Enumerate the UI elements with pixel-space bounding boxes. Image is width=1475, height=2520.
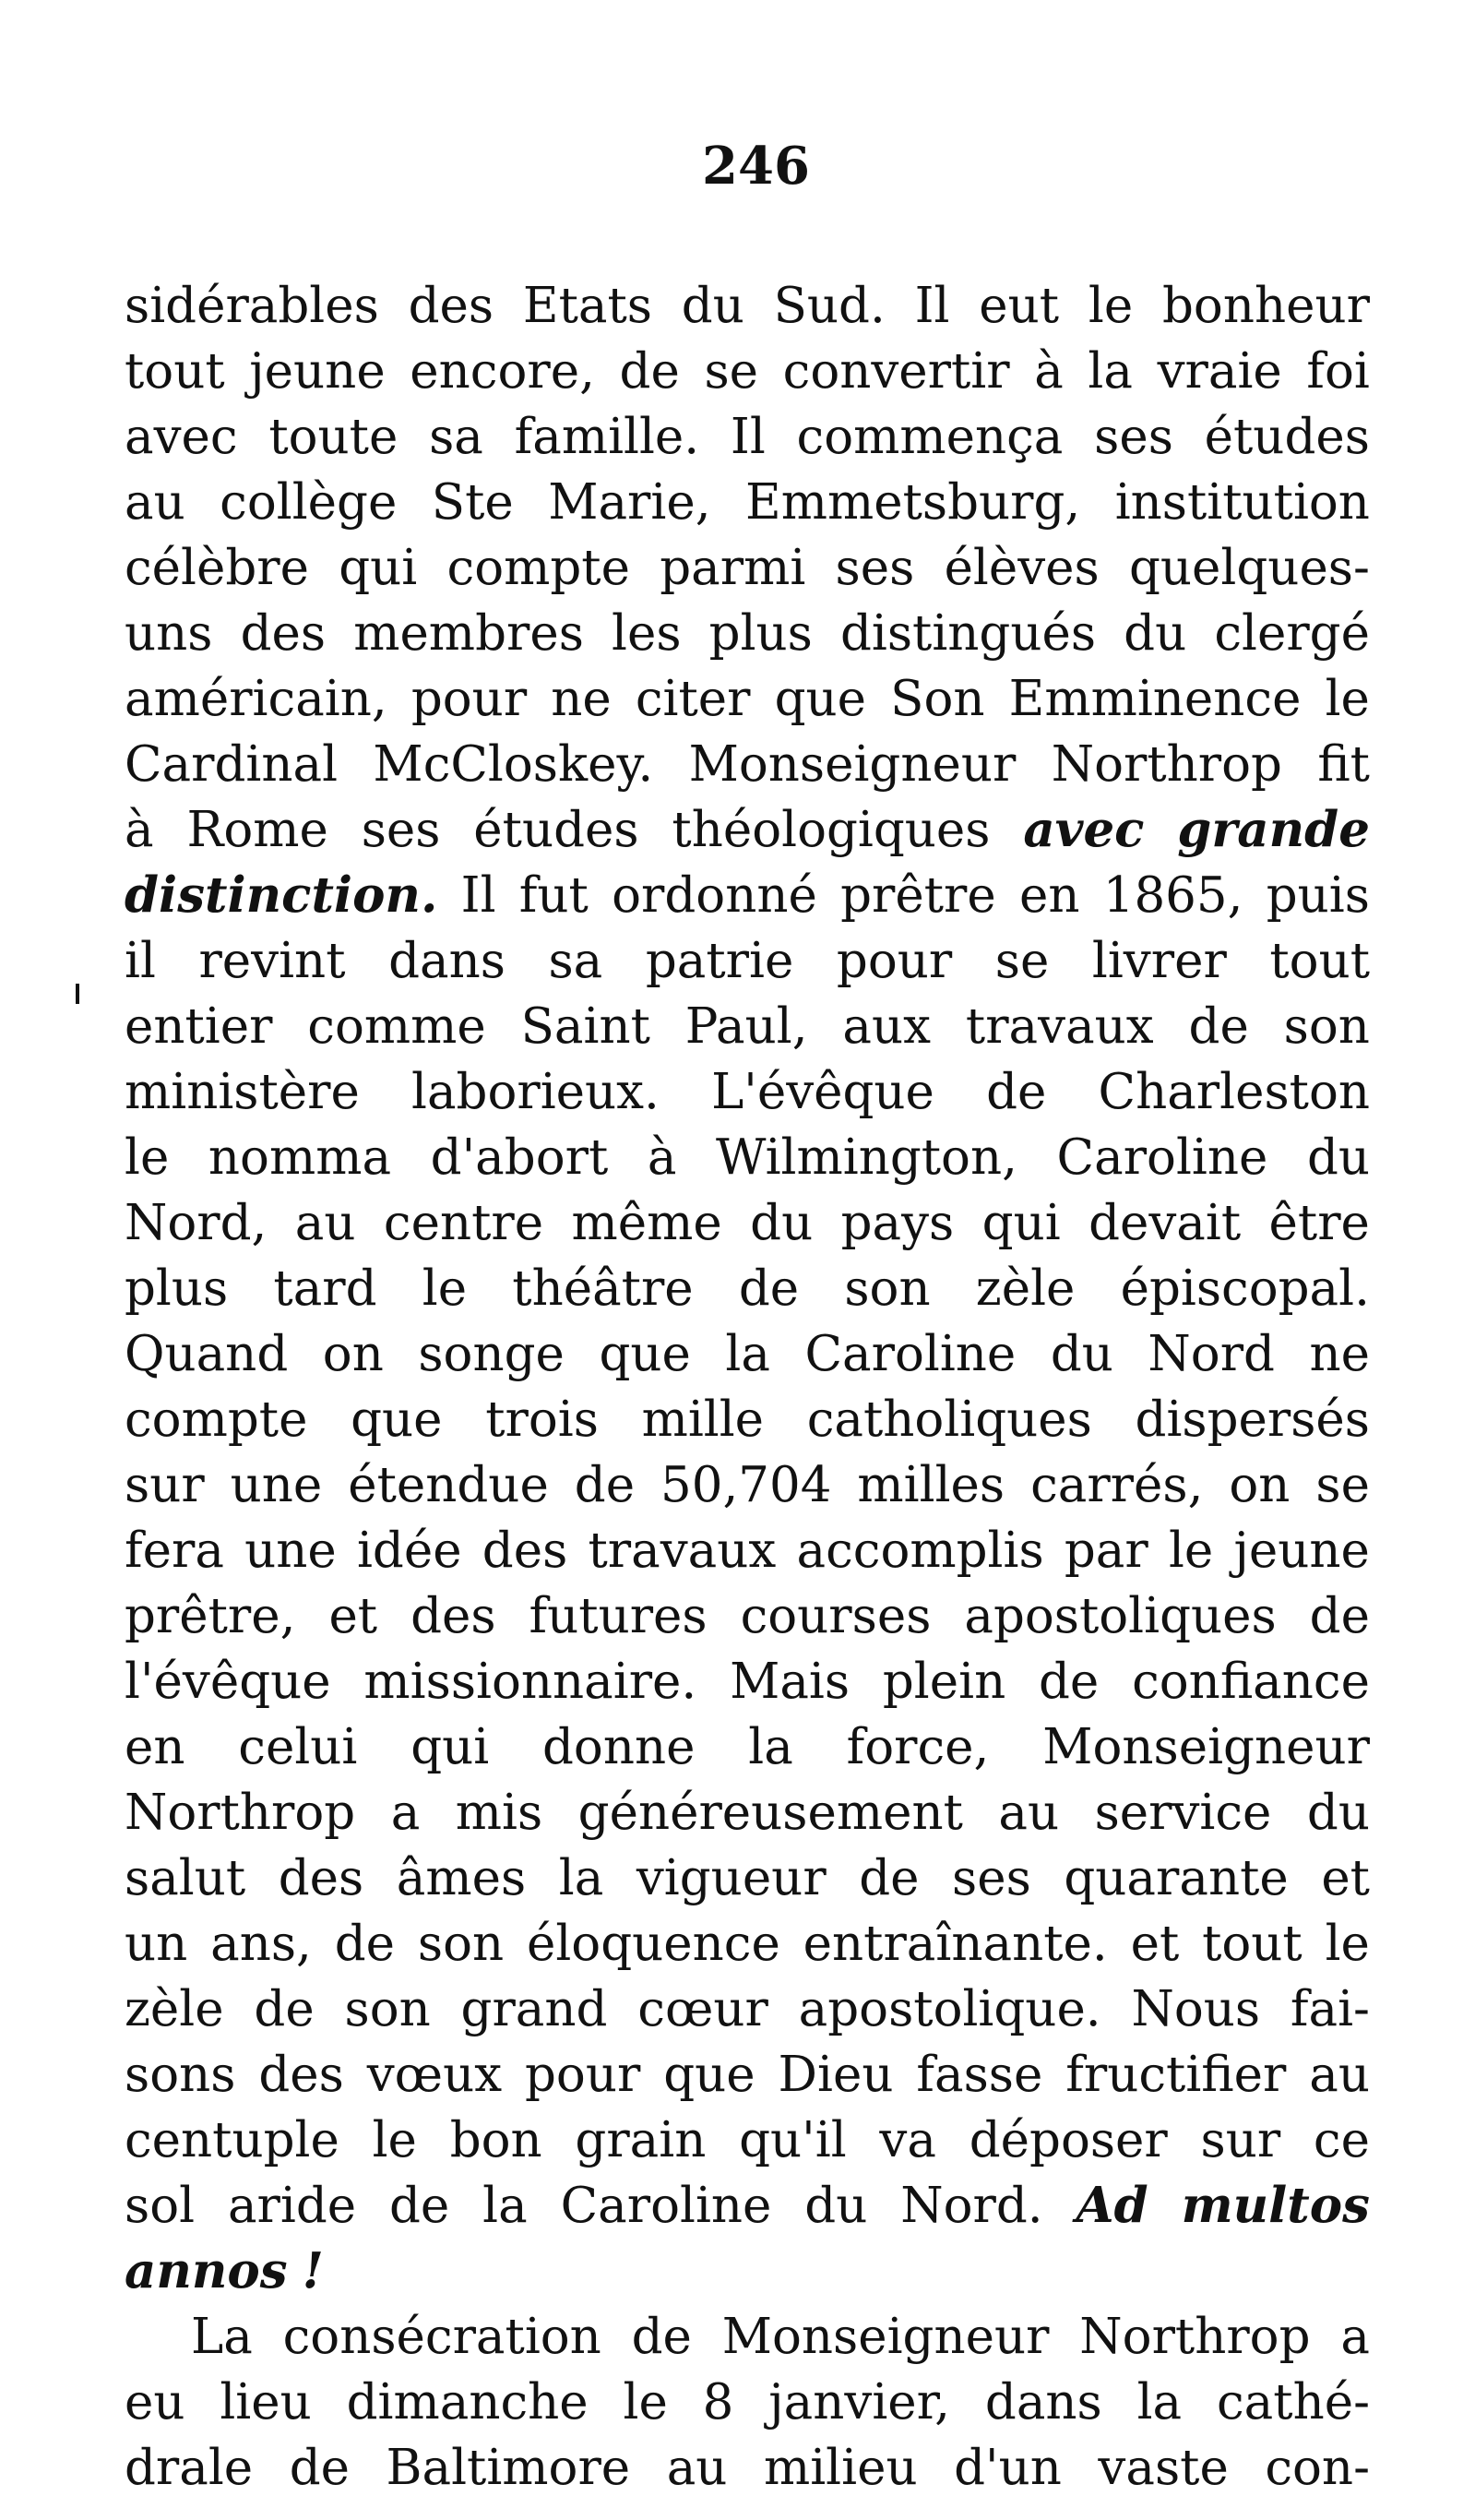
- word: jeune: [249, 343, 386, 400]
- word: le: [1168, 1523, 1214, 1579]
- text-line: [125, 2042, 1370, 2108]
- word: ce: [1313, 2112, 1370, 2168]
- word: par: [1064, 1523, 1148, 1579]
- word: fructifier: [1065, 2047, 1287, 2103]
- word: quelques-: [1129, 540, 1370, 596]
- word: à: [647, 1129, 677, 1186]
- word: que: [663, 2047, 755, 2103]
- word: revint: [198, 933, 346, 989]
- word: McCloskey.: [373, 736, 654, 793]
- word: compte: [125, 1391, 308, 1448]
- word: Monseigneur: [688, 736, 1017, 793]
- text-line: [125, 1714, 1370, 1780]
- word: puis: [1266, 867, 1370, 924]
- word: Sud.: [773, 278, 886, 334]
- word: convertir: [782, 343, 1010, 400]
- word: des: [482, 1523, 568, 1579]
- word: zèle: [975, 1260, 1076, 1317]
- word: Il: [460, 867, 496, 924]
- word: âmes: [396, 1850, 527, 1906]
- word: travaux: [588, 1523, 777, 1579]
- word: pour: [525, 2047, 641, 2103]
- word: la: [558, 1850, 604, 1906]
- word: épiscopal.: [1120, 1260, 1370, 1317]
- word: distingués: [839, 605, 1097, 662]
- word: donne: [542, 1719, 696, 1775]
- word: travaux: [965, 998, 1154, 1055]
- text-line: [125, 535, 1370, 601]
- word: de: [334, 1916, 396, 1972]
- word: au: [666, 2440, 728, 2496]
- text-line: [125, 1059, 1370, 1125]
- word: célèbre: [125, 540, 309, 596]
- word: celui: [238, 1719, 358, 1775]
- word: du: [1050, 1326, 1113, 1382]
- word: ses: [835, 540, 915, 596]
- word: le: [372, 2112, 417, 2168]
- body-text: [125, 273, 1370, 2501]
- word: vraie: [1157, 343, 1282, 400]
- text-line: [125, 1190, 1370, 1256]
- word: il: [125, 933, 156, 989]
- word: missionnaire.: [363, 1654, 697, 1710]
- word: compte: [446, 540, 630, 596]
- word: comme: [307, 998, 486, 1055]
- word: au: [125, 474, 185, 531]
- word: théologiques: [672, 802, 991, 858]
- word: Dieu: [778, 2047, 894, 2103]
- page-number: 246: [702, 136, 810, 197]
- word: pays: [840, 1195, 955, 1251]
- word: Quand: [125, 1326, 289, 1382]
- word: avec: [1023, 801, 1145, 858]
- word: janvier,: [768, 2374, 951, 2430]
- word: ans,: [210, 1916, 312, 1972]
- word: études: [473, 802, 639, 858]
- word: au: [998, 1785, 1060, 1841]
- word: clergé: [1214, 605, 1370, 662]
- word: Ste: [431, 474, 514, 531]
- word: une: [230, 1457, 323, 1513]
- word: du: [1124, 605, 1187, 662]
- word: du: [750, 1195, 814, 1251]
- word: idée: [356, 1523, 462, 1579]
- text-line: [125, 1583, 1370, 1649]
- word: de: [1309, 1588, 1370, 1644]
- word: avec: [125, 409, 238, 465]
- word: distinction.: [125, 866, 438, 924]
- word: de: [986, 1064, 1047, 1120]
- word: plus: [125, 1260, 229, 1317]
- word: d'abort: [430, 1129, 609, 1186]
- word: carrés,: [1030, 1457, 1204, 1513]
- word: Emminence: [1008, 671, 1302, 727]
- word: livrer: [1091, 933, 1227, 989]
- word: de: [574, 1457, 636, 1513]
- word: milles: [857, 1457, 1005, 1513]
- word: nomma: [208, 1129, 392, 1186]
- text-line: [125, 1911, 1370, 1977]
- word: confiance: [1132, 1654, 1370, 1710]
- word: centuple: [125, 2112, 339, 2168]
- word: fut: [518, 867, 589, 924]
- word: études: [1204, 409, 1370, 465]
- word: des: [410, 1588, 496, 1644]
- word: américain,: [125, 671, 387, 727]
- word: ses: [1094, 409, 1173, 465]
- word: trois: [485, 1391, 599, 1448]
- text-line: [125, 2239, 1370, 2304]
- word: apostoliques: [964, 1588, 1277, 1644]
- word: de: [1039, 1654, 1100, 1710]
- text-line: [125, 2435, 1370, 2501]
- text-line: [125, 1452, 1370, 1518]
- word: Caroline: [1056, 1129, 1268, 1186]
- word: le: [1325, 1916, 1370, 1972]
- word: et: [1130, 1916, 1180, 1972]
- word: collège: [220, 474, 398, 531]
- word: sa: [429, 409, 483, 465]
- text-line: [125, 2108, 1370, 2173]
- text-line: [125, 1256, 1370, 1321]
- word: le: [125, 1129, 170, 1186]
- word: a: [390, 1785, 421, 1841]
- word: patrie: [645, 933, 794, 989]
- word: quarante: [1064, 1850, 1289, 1906]
- word: accomplis: [796, 1523, 1044, 1579]
- word: entraînante.: [803, 1916, 1108, 1972]
- word: élèves: [944, 540, 1100, 596]
- text-line: [125, 666, 1370, 732]
- word: d'un: [954, 2440, 1062, 2496]
- word: Nord,: [125, 1195, 268, 1251]
- word: eu: [125, 2374, 185, 2430]
- word: Marie,: [548, 474, 711, 531]
- word: consécration: [282, 2309, 601, 2365]
- word: même: [571, 1195, 722, 1251]
- word: Northrop: [125, 1785, 356, 1841]
- word: La: [191, 2309, 253, 2365]
- word: L'évêque: [711, 1064, 934, 1120]
- word: aux: [842, 998, 932, 1055]
- word: son: [344, 1981, 431, 2037]
- word: de: [631, 2309, 692, 2365]
- word: Saint: [520, 998, 650, 1055]
- text-line: [125, 1649, 1370, 1714]
- word: laborieux.: [411, 1064, 660, 1120]
- word: et: [1321, 1850, 1370, 1906]
- word: des: [258, 2047, 344, 2103]
- word: centre: [383, 1195, 544, 1251]
- word: le: [623, 2374, 668, 2430]
- word: devait: [1088, 1195, 1242, 1251]
- word: à: [125, 802, 154, 858]
- word: bon: [449, 2112, 542, 2168]
- word: vigueur: [636, 1850, 827, 1906]
- word: du: [804, 2178, 868, 2234]
- word: futures: [529, 1588, 708, 1644]
- word: Rome: [186, 802, 328, 858]
- word: Etats: [522, 278, 652, 334]
- text-line: [125, 601, 1370, 666]
- word: Ad: [1076, 2177, 1148, 2234]
- word: pour: [410, 671, 528, 727]
- word: à: [1034, 343, 1064, 400]
- word: parmi: [660, 540, 806, 596]
- word: prêtre: [840, 867, 996, 924]
- word: service: [1094, 1785, 1272, 1841]
- word: vœux: [366, 2047, 503, 2103]
- word: on: [322, 1326, 384, 1382]
- text-line: [125, 1321, 1370, 1387]
- word: théâtre: [512, 1260, 694, 1317]
- word: force,: [846, 1719, 990, 1775]
- word: mis: [455, 1785, 543, 1841]
- word: fai-: [1290, 1981, 1370, 2037]
- word: con-: [1265, 2440, 1370, 2496]
- word: la: [482, 2178, 528, 2234]
- word: une: [244, 1523, 337, 1579]
- word: des: [240, 605, 327, 662]
- word: mille: [641, 1391, 765, 1448]
- word: plus: [708, 605, 813, 662]
- word: catholiques: [806, 1391, 1092, 1448]
- word: Emmetsburg,: [745, 474, 1081, 531]
- word: fera: [125, 1523, 224, 1579]
- word: Il: [914, 278, 950, 334]
- word: !: [302, 2242, 324, 2299]
- word: 8: [702, 2374, 734, 2430]
- word: sidérables: [125, 278, 379, 334]
- word: de: [619, 343, 680, 400]
- word: étendue: [348, 1457, 549, 1513]
- word: Il: [730, 409, 766, 465]
- word: Baltimore: [386, 2440, 631, 2496]
- word: les: [612, 605, 682, 662]
- word: 1865,: [1102, 867, 1243, 924]
- word: foi: [1306, 343, 1370, 400]
- word: le: [422, 1260, 468, 1317]
- word: grand: [460, 1981, 608, 2037]
- text-line: [125, 732, 1370, 797]
- word: salut: [125, 1850, 246, 1906]
- word: zèle: [125, 1981, 224, 2037]
- word: tard: [273, 1260, 377, 1317]
- word: Monseigneur: [1042, 1719, 1370, 1775]
- word: qu'il: [739, 2112, 847, 2168]
- word: Caroline: [804, 1326, 1017, 1382]
- word: que: [774, 671, 867, 727]
- word: prêtre,: [125, 1588, 296, 1644]
- word: en: [1018, 867, 1080, 924]
- text-line: [125, 1125, 1370, 1190]
- word: ses: [952, 1850, 1031, 1906]
- word: cœur: [637, 1981, 768, 2037]
- word: Monseigneur: [721, 2309, 1050, 2365]
- word: jeune: [1233, 1523, 1370, 1579]
- word: que: [351, 1391, 443, 1448]
- word: du: [1306, 1129, 1370, 1186]
- word: et: [328, 1588, 378, 1644]
- word: tout: [125, 343, 225, 400]
- word: de: [254, 1981, 315, 2037]
- word: se: [994, 933, 1050, 989]
- word: déposer: [969, 2112, 1168, 2168]
- word: drale: [125, 2440, 254, 2496]
- word: son: [417, 1916, 505, 1972]
- text-line: [125, 1780, 1370, 1845]
- text-line: [125, 994, 1370, 1059]
- word: ministère: [125, 1064, 360, 1120]
- word: ses: [361, 802, 441, 858]
- text-line: [125, 1518, 1370, 1583]
- word: généreusement: [577, 1785, 963, 1841]
- word: des: [408, 278, 494, 334]
- word: en: [125, 1719, 185, 1775]
- word: son: [1283, 998, 1370, 1055]
- word: lieu: [220, 2374, 312, 2430]
- word: éloquence: [526, 1916, 780, 1972]
- word: va: [879, 2112, 936, 2168]
- word: dimanche: [346, 2374, 589, 2430]
- word: milieu: [763, 2440, 918, 2496]
- word: dans: [388, 933, 506, 989]
- word: Paul,: [684, 998, 808, 1055]
- margin-mark: [76, 984, 79, 1004]
- word: plein: [882, 1654, 1006, 1710]
- word: aride: [227, 2178, 357, 2234]
- text-line: [125, 404, 1370, 470]
- word: de: [389, 2178, 450, 2234]
- word: sons: [125, 2047, 236, 2103]
- word: la: [1088, 343, 1133, 400]
- word: son: [844, 1260, 931, 1317]
- word: Nord: [1148, 1326, 1275, 1382]
- text-line: [125, 2173, 1370, 2239]
- text-line: [125, 928, 1370, 994]
- word: le: [1325, 671, 1370, 727]
- text-line: [125, 339, 1370, 404]
- word: Northrop: [1051, 736, 1282, 793]
- word: bonheur: [1161, 278, 1370, 334]
- word: la: [725, 1326, 770, 1382]
- word: apostolique.: [798, 1981, 1101, 2037]
- word: être: [1268, 1195, 1370, 1251]
- word: un: [125, 1916, 188, 1972]
- word: grande: [1177, 801, 1370, 858]
- word: Cardinal: [125, 736, 339, 793]
- word: Caroline: [560, 2178, 772, 2234]
- word: institution: [1114, 474, 1370, 531]
- word: membres: [353, 605, 584, 662]
- word: eut: [979, 278, 1060, 334]
- text-line: [125, 863, 1370, 928]
- word: uns: [125, 605, 213, 662]
- word: commença: [796, 409, 1064, 465]
- word: tout: [1202, 1916, 1303, 1972]
- text-line: [125, 2304, 1370, 2370]
- word: vaste: [1098, 2440, 1229, 2496]
- word: a: [1340, 2309, 1370, 2365]
- text-line: [125, 1845, 1370, 1911]
- word: ordonné: [612, 867, 817, 924]
- text-line: [125, 1977, 1370, 2042]
- text-line: [125, 1387, 1370, 1452]
- word: dans: [984, 2374, 1102, 2430]
- word: l'évêque: [125, 1654, 331, 1710]
- word: le: [1088, 278, 1134, 334]
- word: Charleston: [1098, 1064, 1370, 1120]
- word: que: [599, 1326, 691, 1382]
- word: 50,704: [660, 1457, 832, 1513]
- word: Northrop: [1079, 2309, 1311, 2365]
- word: sur: [1200, 2112, 1281, 2168]
- word: du: [681, 278, 744, 334]
- word: toute: [268, 409, 398, 465]
- word: courses: [740, 1588, 932, 1644]
- word: se: [704, 343, 759, 400]
- word: ne: [551, 671, 612, 727]
- word: Nord.: [900, 2178, 1043, 2234]
- word: famille.: [514, 409, 700, 465]
- text-line: [125, 797, 1370, 863]
- word: fasse: [916, 2047, 1043, 2103]
- word: sol: [125, 2178, 196, 2234]
- word: sa: [548, 933, 603, 989]
- word: qui: [339, 540, 418, 596]
- word: fit: [1317, 736, 1370, 793]
- word: la: [1136, 2374, 1183, 2430]
- word: de: [289, 2440, 351, 2496]
- word: de: [738, 1260, 800, 1317]
- word: entier: [125, 998, 273, 1055]
- word: de: [859, 1850, 920, 1906]
- word: pour: [836, 933, 953, 989]
- word: au: [294, 1195, 356, 1251]
- word: annos: [125, 2242, 288, 2299]
- word: Wilmington,: [716, 1129, 1017, 1186]
- word: multos: [1181, 2177, 1370, 2234]
- word: des: [278, 1850, 364, 1906]
- word: la: [748, 1719, 793, 1775]
- word: Nous: [1131, 1981, 1261, 2037]
- word: qui: [981, 1195, 1061, 1251]
- word: dispersés: [1135, 1391, 1370, 1448]
- word: grain: [575, 2112, 707, 2168]
- word: on: [1229, 1457, 1291, 1513]
- word: Son: [890, 671, 985, 727]
- word: au: [1309, 2047, 1370, 2103]
- word: de: [1188, 998, 1249, 1055]
- word: songe: [418, 1326, 565, 1382]
- word: tout: [1269, 933, 1370, 989]
- word: qui: [410, 1719, 490, 1775]
- word: sur: [125, 1457, 205, 1513]
- word: se: [1315, 1457, 1370, 1513]
- text-line: [125, 2370, 1370, 2435]
- word: encore,: [410, 343, 595, 400]
- text-line: [125, 470, 1370, 535]
- word: ne: [1309, 1326, 1370, 1382]
- text-line: [125, 273, 1370, 339]
- word: cathé-: [1217, 2374, 1370, 2430]
- word: citer: [635, 671, 751, 727]
- word: Mais: [730, 1654, 851, 1710]
- word: du: [1306, 1785, 1370, 1841]
